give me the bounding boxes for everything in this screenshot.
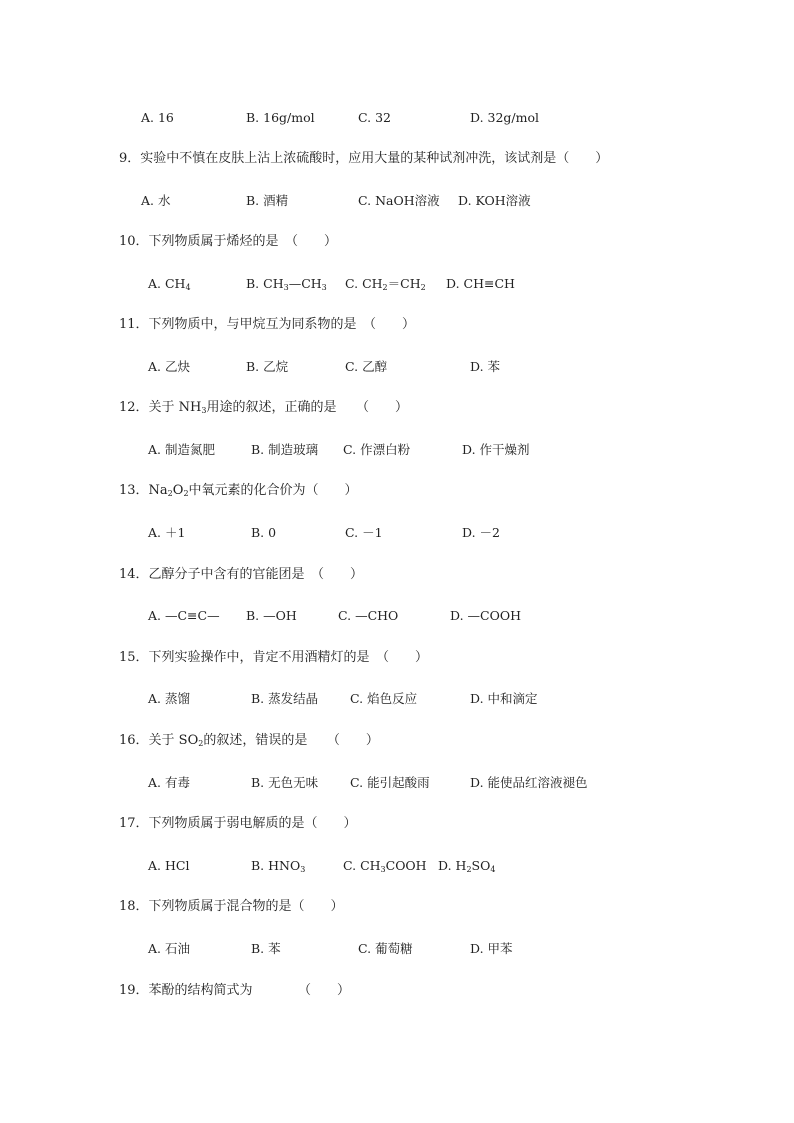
- q12-option-a: A. 制造氮肥: [148, 442, 215, 457]
- q12-option-c: C. 作漂白粉: [343, 442, 411, 457]
- q16-stem: [119, 732, 379, 750]
- q12-option-b: B. 制造玻璃: [251, 442, 319, 457]
- q17-option-d-text2: SO: [471, 858, 491, 873]
- q10-option-a-text: A. CH: [148, 276, 186, 291]
- q17-option-b-sub: 3: [300, 865, 306, 874]
- q17-option-c-text1: C. CH: [343, 858, 381, 873]
- q19-stem: 19．苯酚的结构简式为 （ ）: [119, 983, 351, 998]
- q9-option-c: C. NaOH溶液: [358, 193, 440, 208]
- q15-option-a: A. 蒸馏: [148, 691, 190, 706]
- q8-option-c: C. 32: [358, 110, 391, 125]
- q13-option-d: D. －2: [462, 525, 500, 540]
- q16-stem-b: 的叙述，错误的是 （ ）: [203, 733, 379, 748]
- q13-stem: [119, 482, 358, 500]
- q14-option-a: A. —C≡C—: [148, 608, 220, 623]
- q10-option-d: D. CH≡CH: [446, 276, 515, 291]
- q11-option-d: D. 苯: [470, 359, 501, 374]
- q17-option-c-text2: COOH: [385, 858, 427, 873]
- q13-stem-sub2: 2: [183, 489, 189, 498]
- q15-option-c: C. 焰色反应: [350, 691, 418, 706]
- q10-option-a: [148, 275, 191, 293]
- q13-stem-b: O: [172, 483, 184, 498]
- q10-option-c: [345, 275, 426, 293]
- q15-option-d: D. 中和滴定: [470, 691, 538, 706]
- q12-stem-a: 12．关于 NH: [119, 400, 202, 415]
- q13-stem-sub1: 2: [167, 489, 173, 498]
- q15-option-b: B. 蒸发结晶: [251, 691, 319, 706]
- q10-option-c-text2: ＝CH: [387, 276, 421, 291]
- q8-option-b: B. 16g/mol: [246, 110, 315, 125]
- q8-option-d: D. 32g/mol: [470, 110, 540, 125]
- q10-option-a-sub: 4: [185, 283, 191, 292]
- q17-option-b: [251, 857, 305, 875]
- q14-option-d: D. —COOH: [450, 608, 521, 623]
- q17-option-d-text1: D. H: [438, 858, 467, 873]
- q10-option-b-sub2: 3: [321, 283, 327, 292]
- q10-stem: 10．下列物质属于烯烃的是 （ ）: [119, 234, 338, 249]
- q11-option-c: C. 乙醇: [345, 359, 388, 374]
- q10-option-c-sub2: 2: [420, 283, 426, 292]
- q13-stem-c: 中氧元素的化合价为（ ）: [188, 483, 358, 498]
- q13-option-c: C. －1: [345, 525, 383, 540]
- q10-option-b-text2: —CH: [288, 276, 322, 291]
- q11-option-b: B. 乙烷: [246, 359, 289, 374]
- q12-option-d: D. 作干燥剂: [462, 442, 530, 457]
- q18-option-a: A. 石油: [148, 941, 190, 956]
- q13-option-a: A. ＋1: [148, 525, 186, 540]
- q17-option-d-sub2: 4: [490, 865, 496, 874]
- q12-stem-sub: 3: [201, 406, 207, 415]
- q17-option-d-sub1: 2: [466, 865, 472, 874]
- q9-option-b: B. 酒精: [246, 193, 289, 208]
- q16-option-a: A. 有毒: [148, 775, 190, 790]
- q10-option-b-sub1: 3: [283, 283, 289, 292]
- q18-option-d: D. 甲苯: [470, 941, 513, 956]
- q16-option-d: D. 能使品红溶液褪色: [470, 775, 588, 790]
- q16-option-b: B. 无色无味: [251, 775, 319, 790]
- q16-stem-a: 16．关于 SO: [119, 733, 199, 748]
- q17-option-a: A. HCl: [148, 858, 190, 873]
- q10-option-c-sub1: 2: [382, 283, 388, 292]
- q18-option-c: C. 葡萄糖: [358, 941, 413, 956]
- q10-option-b: [246, 275, 327, 293]
- q14-option-c: C. —CHO: [338, 608, 399, 623]
- q8-option-a: A. 16: [141, 110, 174, 125]
- q16-option-c: C. 能引起酸雨: [350, 775, 430, 790]
- q14-option-b: B. —OH: [246, 608, 297, 623]
- q10-option-b-text1: B. CH: [246, 276, 284, 291]
- q17-option-c: [343, 857, 427, 875]
- q9-option-d: D. KOH溶液: [458, 193, 531, 208]
- q18-stem: 18．下列物质属于混合物的是（ ）: [119, 899, 344, 914]
- q13-stem-a: 13．Na: [119, 483, 168, 498]
- q16-stem-sub: 2: [198, 739, 204, 748]
- q17-option-d: [438, 857, 495, 875]
- q11-option-a: A. 乙炔: [148, 359, 190, 374]
- q12-stem: [119, 399, 408, 417]
- q17-stem: 17．下列物质属于弱电解质的是（ ）: [119, 816, 357, 831]
- q12-stem-b: 用途的叙述，正确的是 （ ）: [206, 400, 408, 415]
- q17-option-c-sub: 3: [380, 865, 386, 874]
- q10-option-c-text1: C. CH: [345, 276, 383, 291]
- q15-stem: 15．下列实验操作中，肯定不用酒精灯的是 （ ）: [119, 650, 429, 665]
- q11-stem: 11．下列物质中，与甲烷互为同系物的是 （ ）: [119, 317, 416, 332]
- q9-option-a: A. 水: [141, 193, 171, 208]
- q17-option-b-text: B. HNO: [251, 858, 301, 873]
- q14-stem: 14．乙醇分子中含有的官能团是 （ ）: [119, 567, 364, 582]
- q18-option-b: B. 苯: [251, 941, 281, 956]
- q9-stem: 9．实验中不慎在皮肤上沾上浓硫酸时，应用大量的某种试剂冲洗，该试剂是（ ）: [119, 151, 609, 166]
- q13-option-b: B. 0: [251, 525, 277, 540]
